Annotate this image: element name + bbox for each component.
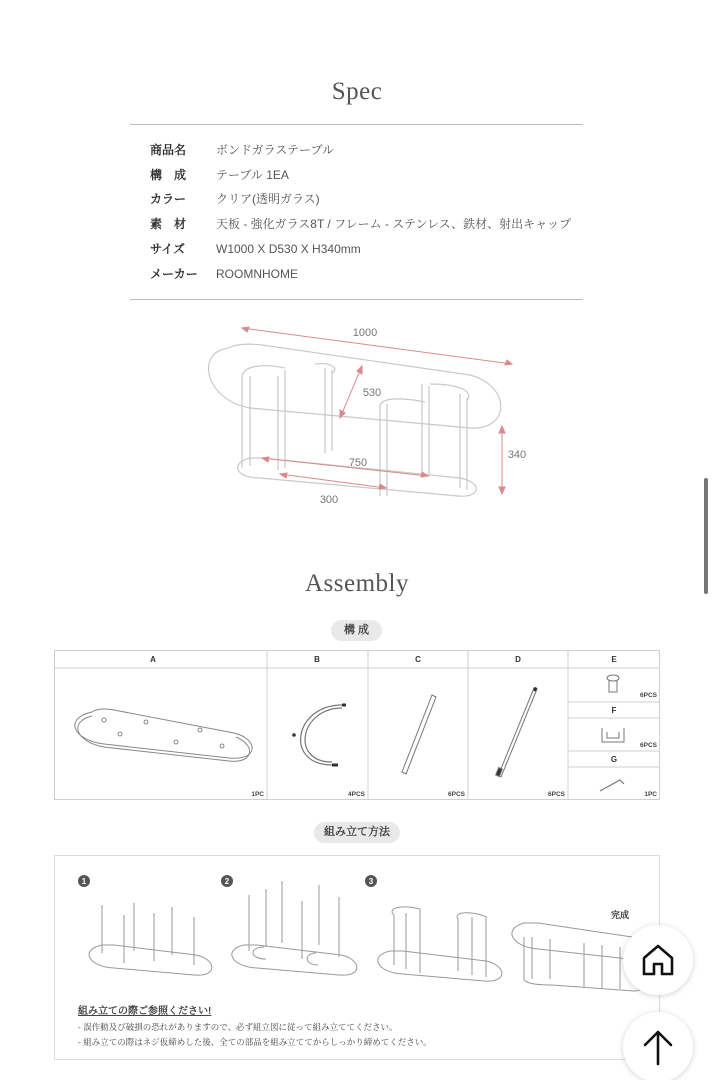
spec-value: W1000 X D530 X H340mm bbox=[216, 242, 361, 256]
part-qty: 6PCS bbox=[640, 692, 657, 699]
dimension-depth: 530 bbox=[362, 387, 382, 399]
divider bbox=[130, 124, 583, 125]
arrow-up-icon bbox=[639, 1027, 677, 1067]
scroll-top-button[interactable] bbox=[623, 1012, 693, 1080]
spec-label: 素 材 bbox=[150, 217, 187, 231]
spec-value: 天板 - 強化ガラス8T / フレーム - ステンレス、鉄材、射出キャップ bbox=[216, 217, 572, 231]
step-3-drawing bbox=[378, 907, 502, 981]
part-id: G bbox=[610, 755, 618, 764]
long-pole-drawing bbox=[496, 687, 537, 777]
components-pill: 構 成 bbox=[331, 620, 382, 641]
screw-drawing bbox=[607, 675, 619, 692]
part-id: D bbox=[515, 655, 521, 664]
divider bbox=[130, 299, 583, 300]
part-id: C bbox=[415, 655, 421, 664]
dimension-inner: 750 bbox=[348, 457, 368, 469]
note-item: - 誤作動及び破損の恐れがありますので、必ず組立図に従って組み立ててください。 bbox=[78, 1022, 398, 1032]
part-qty: 1PC bbox=[644, 791, 657, 798]
spec-label: カラー bbox=[150, 192, 187, 206]
dimension-diagram bbox=[190, 318, 530, 518]
note-item: - 組み立ての際はネジ仮締めした後、全ての部品を組み立ててからしっかり締めてください。 bbox=[78, 1037, 432, 1047]
assembly-method-pill: 組み立て方法 bbox=[314, 822, 400, 843]
complete-label: 完成 bbox=[610, 910, 630, 920]
spec-label: メーカー bbox=[150, 267, 198, 281]
spec-title: Spec bbox=[331, 78, 383, 105]
part-id: A bbox=[150, 655, 156, 664]
step-2-drawing bbox=[232, 881, 357, 975]
part-id: E bbox=[611, 655, 617, 664]
cap-drawing bbox=[602, 728, 624, 742]
step-number: 2 bbox=[224, 877, 230, 886]
glass-top-drawing bbox=[75, 709, 252, 761]
assembly-steps bbox=[54, 855, 660, 1005]
step-1-drawing bbox=[89, 903, 212, 975]
spec-label: 商品名 bbox=[150, 143, 187, 157]
step-number: 3 bbox=[368, 877, 374, 886]
scrollbar[interactable] bbox=[704, 478, 708, 594]
part-qty: 6PCS bbox=[640, 742, 657, 749]
hex-key-drawing bbox=[600, 780, 624, 791]
notes-title: 組み立ての際ご参照ください! bbox=[78, 1006, 212, 1017]
part-id: F bbox=[611, 706, 617, 715]
spec-value: テーブル 1EA bbox=[216, 168, 289, 182]
curved-frame-drawing bbox=[292, 705, 346, 765]
part-id: B bbox=[314, 655, 320, 664]
dimension-base: 300 bbox=[319, 494, 339, 506]
spec-label: 構 成 bbox=[150, 168, 187, 182]
dimension-height: 340 bbox=[507, 449, 527, 461]
step-number: 1 bbox=[81, 877, 87, 886]
part-qty: 6PCS bbox=[448, 791, 465, 798]
dimension-width: 1000 bbox=[352, 327, 378, 339]
spec-value: クリア(透明ガラス) bbox=[216, 192, 320, 206]
short-pole-drawing bbox=[402, 695, 436, 774]
home-icon bbox=[639, 941, 677, 979]
spec-label: サイズ bbox=[150, 242, 186, 256]
part-qty: 6PCS bbox=[548, 791, 565, 798]
part-qty: 1PC bbox=[251, 791, 264, 798]
part-qty: 4PCS bbox=[348, 791, 365, 798]
parts-table bbox=[54, 650, 660, 800]
spec-value: ボンドガラステーブル bbox=[216, 143, 334, 157]
home-button[interactable] bbox=[623, 925, 693, 995]
assembly-title: Assembly bbox=[305, 570, 409, 597]
spec-value: ROOMNHOME bbox=[216, 267, 298, 281]
